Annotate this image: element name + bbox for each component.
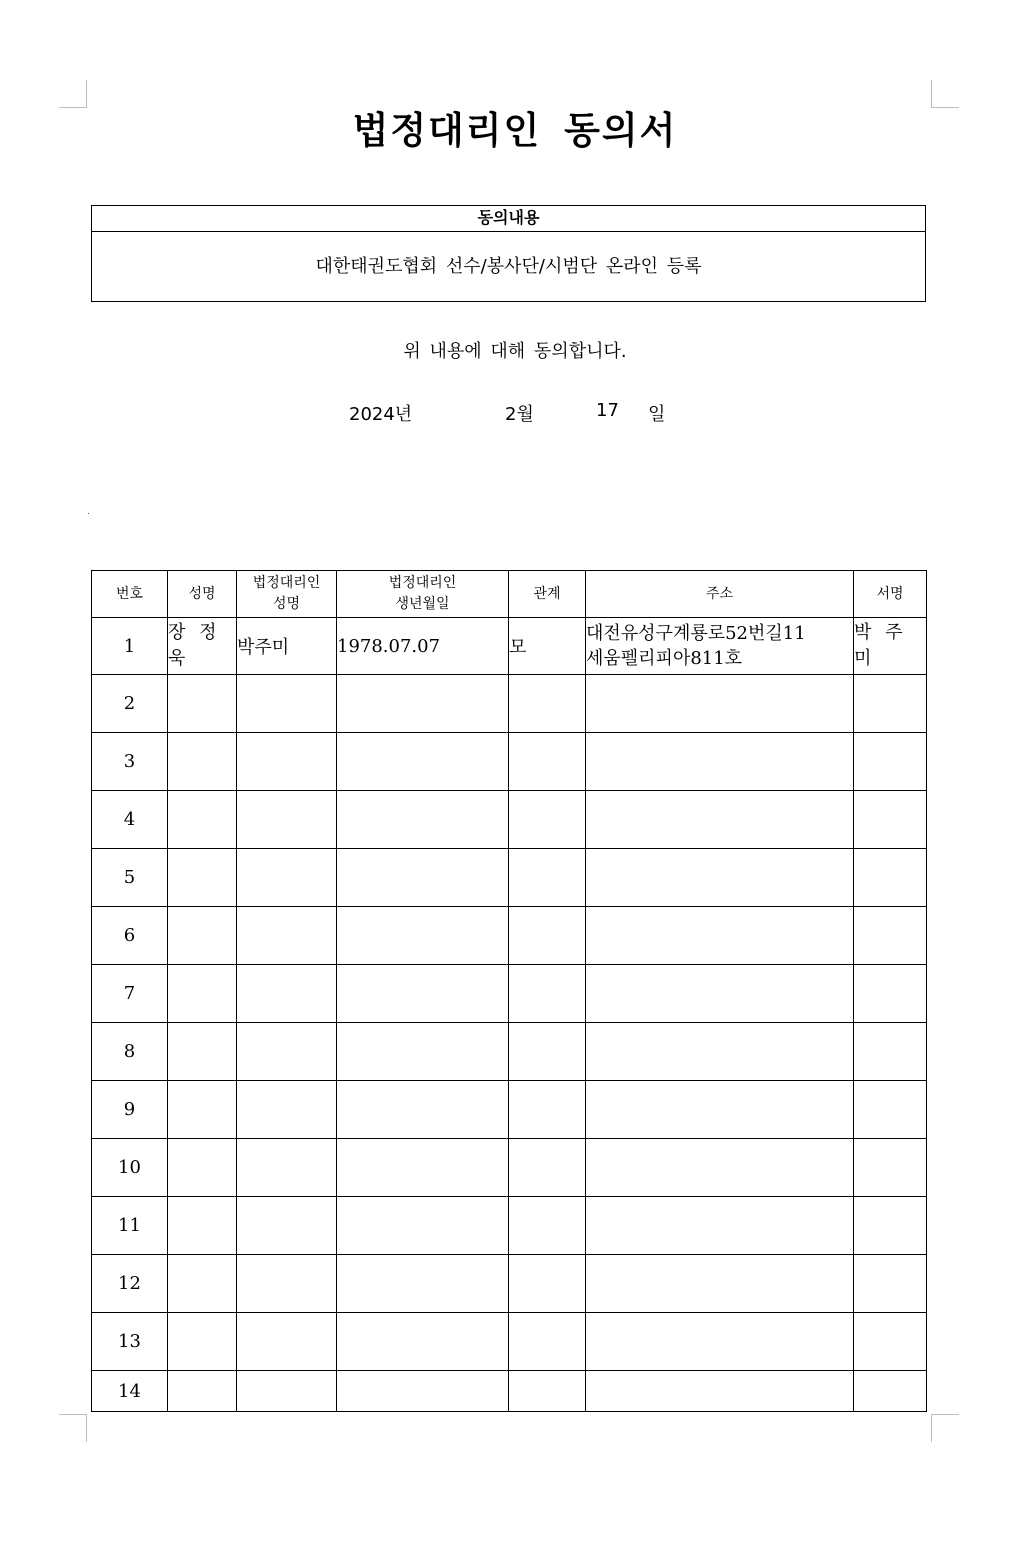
signature	[854, 1197, 927, 1255]
student-name	[168, 791, 237, 849]
guardian-birth	[337, 1081, 509, 1139]
signature	[854, 965, 927, 1023]
row-number: 14	[92, 1371, 168, 1412]
guardian-birth	[337, 907, 509, 965]
guardian-birth	[337, 1139, 509, 1197]
guardian-birth	[337, 1255, 509, 1313]
relation	[509, 965, 586, 1023]
header-signature: 서명	[854, 571, 927, 618]
student-name	[168, 849, 237, 907]
row-number: 11	[92, 1197, 168, 1255]
relation	[509, 849, 586, 907]
address	[586, 1371, 854, 1412]
guardian-name	[237, 849, 337, 907]
table-row	[92, 1313, 927, 1371]
table-row	[92, 618, 927, 675]
table-row	[92, 1139, 927, 1197]
guardian-name	[237, 1197, 337, 1255]
address	[586, 1023, 854, 1081]
signature	[854, 733, 927, 791]
student-name	[168, 1371, 237, 1412]
row-number: 5	[92, 849, 168, 907]
signature	[854, 1139, 927, 1197]
address	[586, 1081, 854, 1139]
guardian-name	[237, 1313, 337, 1371]
row-number: 6	[92, 907, 168, 965]
student-name	[168, 1081, 237, 1139]
address	[586, 618, 854, 675]
guardian-birth	[337, 1313, 509, 1371]
signature	[854, 1255, 927, 1313]
student-name	[168, 907, 237, 965]
guardian-birth	[337, 675, 509, 733]
address	[586, 849, 854, 907]
address	[586, 1255, 854, 1313]
row-number: 10	[92, 1139, 168, 1197]
table-row	[92, 791, 927, 849]
date-month: 2월	[505, 404, 534, 425]
row-number: 8	[92, 1023, 168, 1081]
table-header-row	[92, 571, 927, 618]
row-number: 9	[92, 1081, 168, 1139]
student-name	[168, 675, 237, 733]
guardian-name	[237, 907, 337, 965]
guardian-birth	[337, 965, 509, 1023]
guardian-name	[237, 1081, 337, 1139]
guardian-name	[237, 1371, 337, 1412]
date-year: 2024년	[349, 404, 413, 425]
signature	[854, 907, 927, 965]
guardian-table	[91, 570, 927, 1412]
table-row	[92, 965, 927, 1023]
table-row	[92, 1197, 927, 1255]
guardian-name: 박주미	[237, 618, 337, 675]
student-name	[168, 1313, 237, 1371]
guardian-name	[237, 733, 337, 791]
address	[586, 1313, 854, 1371]
address-line2: 세움펠리피아811호	[586, 648, 743, 669]
signature	[854, 1371, 927, 1412]
address	[586, 1197, 854, 1255]
table-row	[92, 1081, 927, 1139]
address	[586, 733, 854, 791]
guardian-name	[237, 1139, 337, 1197]
guardian-name	[237, 675, 337, 733]
guardian-name	[237, 1023, 337, 1081]
relation	[509, 1139, 586, 1197]
guardian-birth: 1978.07.07	[337, 618, 509, 675]
relation	[509, 1313, 586, 1371]
student-name	[168, 965, 237, 1023]
signature: 박 주 미	[854, 618, 927, 675]
table-row	[92, 675, 927, 733]
page-corner-mark-bottom-right	[931, 1414, 959, 1442]
row-number: 7	[92, 965, 168, 1023]
consent-text: 대한태권도협회 선수/봉사단/시범단 온라인 등록	[315, 256, 702, 277]
table-row	[92, 1371, 927, 1412]
signature	[854, 791, 927, 849]
address-line1: 대전유성구계룡로52번길11	[586, 623, 806, 644]
student-name	[168, 1023, 237, 1081]
header-guardian-name-line1: 법정대리인	[252, 575, 321, 591]
guardian-birth	[337, 733, 509, 791]
row-number: 4	[92, 791, 168, 849]
student-name	[168, 1197, 237, 1255]
row-number: 12	[92, 1255, 168, 1313]
relation	[509, 675, 586, 733]
guardian-birth	[337, 849, 509, 907]
address	[586, 791, 854, 849]
header-address: 주소	[586, 571, 854, 618]
guardian-birth	[337, 791, 509, 849]
header-relation: 관계	[509, 571, 586, 618]
address	[586, 907, 854, 965]
address	[586, 965, 854, 1023]
guardian-birth	[337, 1371, 509, 1412]
row-number: 1	[92, 618, 168, 675]
header-guardian-birth	[337, 571, 509, 618]
date-day-unit: 일	[648, 404, 666, 425]
consent-box	[91, 205, 926, 302]
guardian-birth	[337, 1023, 509, 1081]
header-guardian-name	[237, 571, 337, 618]
student-name	[168, 1255, 237, 1313]
header-guardian-birth-line1: 법정대리인	[388, 575, 457, 591]
signature	[854, 1313, 927, 1371]
relation	[509, 733, 586, 791]
signature	[854, 1081, 927, 1139]
header-guardian-birth-line2: 생년월일	[395, 596, 450, 612]
date-day: 17	[596, 400, 619, 421]
table-row	[92, 1023, 927, 1081]
guardian-name	[237, 791, 337, 849]
page-corner-mark-bottom-left	[59, 1414, 87, 1442]
relation	[509, 1197, 586, 1255]
student-name	[168, 1139, 237, 1197]
relation	[509, 1081, 586, 1139]
student-name: 장 정 욱	[168, 618, 237, 675]
student-name	[168, 733, 237, 791]
header-guardian-name-line2: 성명	[272, 596, 301, 612]
table-row	[92, 733, 927, 791]
table-row	[92, 1255, 927, 1313]
signature	[854, 849, 927, 907]
relation	[509, 1371, 586, 1412]
address	[586, 1139, 854, 1197]
relation	[509, 791, 586, 849]
guardian-name	[237, 1255, 337, 1313]
address	[586, 675, 854, 733]
stray-dot-mark	[88, 513, 89, 514]
row-number: 3	[92, 733, 168, 791]
row-number: 13	[92, 1313, 168, 1371]
relation: 모	[509, 618, 586, 675]
guardian-birth	[337, 1197, 509, 1255]
header-name: 성명	[168, 571, 237, 618]
guardian-name	[237, 965, 337, 1023]
relation	[509, 1255, 586, 1313]
signature	[854, 675, 927, 733]
table-row	[92, 907, 927, 965]
consent-header: 동의내용	[92, 206, 925, 232]
signature	[854, 1023, 927, 1081]
table-row	[92, 849, 927, 907]
row-number: 2	[92, 675, 168, 733]
header-number: 번호	[92, 571, 168, 618]
agree-statement: 위 내용에 대해 동의합니다.	[403, 341, 627, 362]
document-title: 법정대리인 동의서	[352, 109, 678, 152]
relation	[509, 1023, 586, 1081]
relation	[509, 907, 586, 965]
